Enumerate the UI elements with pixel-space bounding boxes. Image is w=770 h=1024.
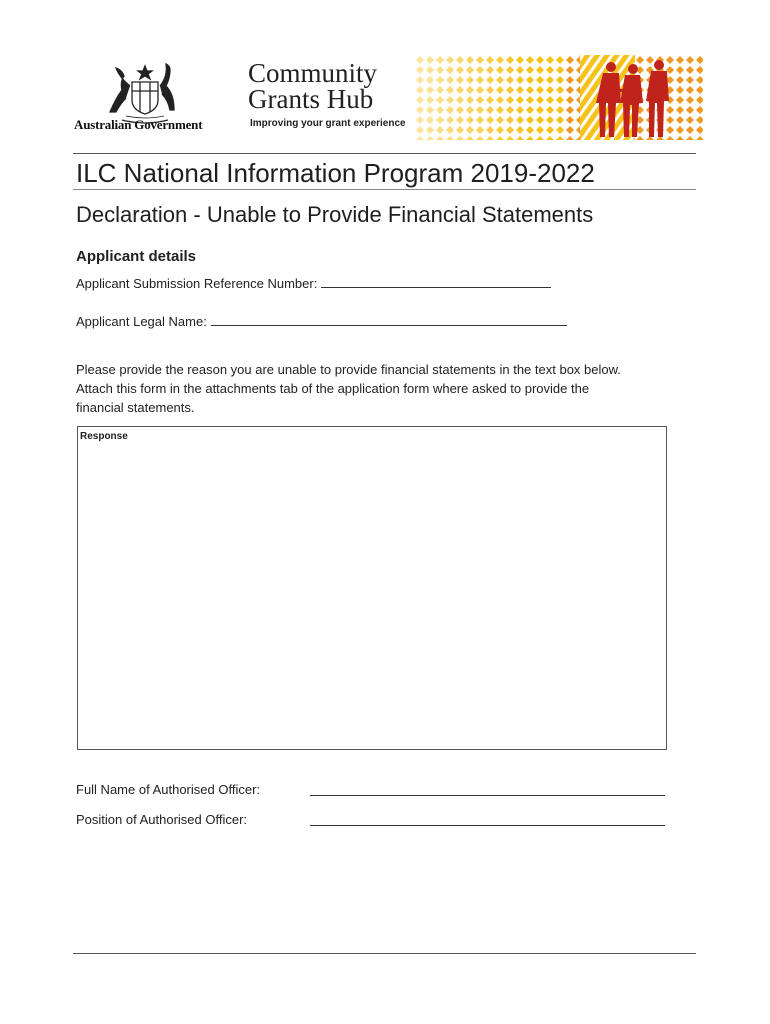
cgh-title-line-1: Community xyxy=(248,58,378,88)
reference-number-label: Applicant Submission Reference Number: xyxy=(76,276,318,291)
footer-rule xyxy=(73,953,696,954)
legal-name-field xyxy=(76,314,567,329)
legal-name-blank[interactable] xyxy=(211,315,567,326)
instructions-line-1: Please provide the reason you are unable to provide financial statements in the text box below. xyxy=(76,362,621,377)
position-officer-label: Position of Authorised Officer: xyxy=(76,812,248,827)
full-name-officer-label: Full Name of Authorised Officer: xyxy=(76,782,261,797)
form-title: Declaration - Unable to Provide Financial Statements xyxy=(76,202,594,227)
title-rule xyxy=(73,189,696,190)
legal-name-label: Applicant Legal Name: xyxy=(76,314,207,329)
cgh-tagline: Improving your grant experience xyxy=(250,118,406,129)
australian-government-label: Australian Government xyxy=(74,117,203,132)
program-title: ILC National Information Program 2019-2022 xyxy=(76,158,595,188)
response-label: Response xyxy=(80,431,128,442)
position-officer-blank[interactable] xyxy=(310,825,665,826)
full-name-officer-blank[interactable] xyxy=(310,795,665,796)
top-rule xyxy=(73,153,696,154)
instructions-line-2: Attach this form in the attachments tab of the application form where asked to provide the xyxy=(76,381,590,396)
response-text-box[interactable] xyxy=(77,426,667,750)
instructions-paragraph xyxy=(76,360,696,417)
banner-graphic xyxy=(415,55,703,140)
applicant-details-heading: Applicant details xyxy=(76,248,197,265)
reference-number-blank[interactable] xyxy=(321,277,551,288)
reference-number-field xyxy=(76,276,551,291)
cgh-title-line-2: Grants Hub xyxy=(248,84,374,114)
instructions-line-3: financial statements. xyxy=(76,400,195,415)
community-grants-hub-logo xyxy=(248,60,377,112)
